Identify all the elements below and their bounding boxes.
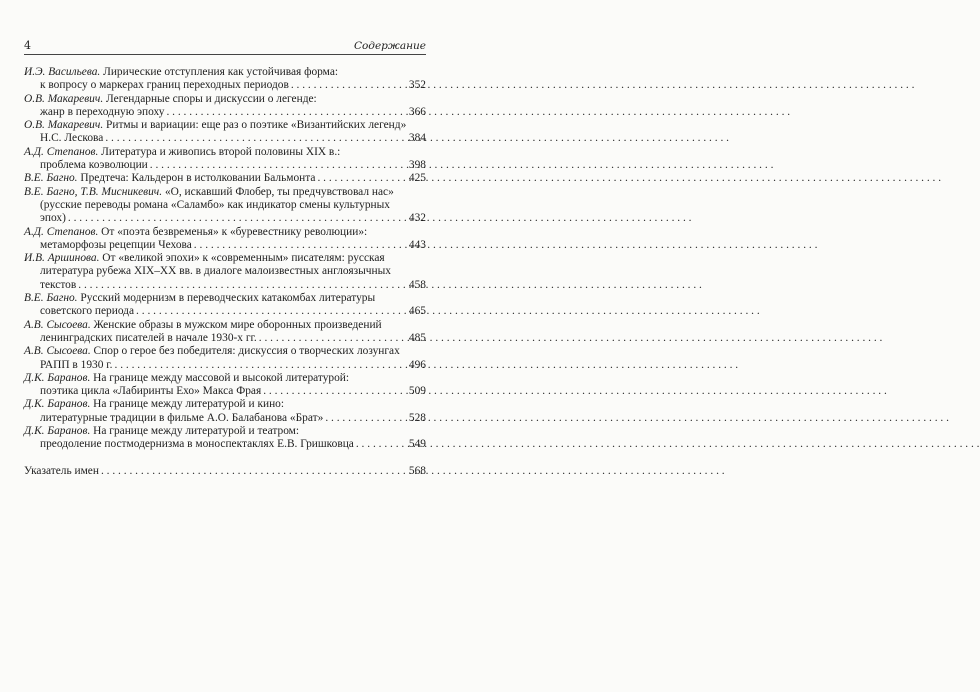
toc-entry-title: На границе между литературой и театром: [90, 425, 300, 438]
toc-entry-title-cont: эпох) [40, 212, 66, 225]
toc-entry-text [24, 319, 382, 332]
toc-entry-title: От «поэта безвременья» к «буревестнику революции»: [98, 225, 368, 238]
toc-entry-text [24, 119, 406, 132]
toc-entry[interactable] [24, 119, 426, 146]
toc-entry-index[interactable] [24, 465, 426, 478]
toc-entry-text [24, 425, 299, 438]
toc-entry-text [24, 146, 340, 159]
toc-entry[interactable] [24, 226, 426, 253]
dot-leader [194, 239, 407, 252]
dot-leader [150, 159, 407, 172]
toc-entry-line [24, 212, 426, 225]
toc-entry-line [24, 425, 426, 438]
toc-entry-text [24, 292, 375, 305]
toc-entry-line [24, 465, 426, 478]
toc-page-number: 366 [408, 105, 426, 118]
toc-page-number: 425 [408, 172, 426, 185]
toc-entry-line [24, 132, 426, 145]
spacer [24, 452, 426, 465]
toc-entry-title-cont: литература рубежа XIX–XX вв. в диалоге малоизвестных англоязычных [40, 265, 391, 278]
toc-entry-line [24, 359, 426, 372]
toc-entry-title-cont: жанр в переходную эпоху [40, 105, 165, 118]
book-page [0, 0, 450, 692]
toc-entry-line [24, 412, 426, 425]
toc-entry-title-cont: Н.С. Лескова [40, 132, 104, 145]
toc-entry-text [24, 226, 367, 239]
toc-entry-author: А.В. Сысоева. [24, 345, 91, 358]
toc-entry-text [24, 93, 317, 106]
toc-entry-line [24, 279, 426, 292]
toc-entry-line [24, 292, 426, 305]
toc-entry-line [24, 226, 426, 239]
toc-entry-author: В.Е. Багно. [24, 292, 78, 305]
toc-entry-line [24, 186, 426, 199]
toc-entry-line [24, 438, 426, 451]
toc-page-number: 398 [408, 159, 426, 172]
toc-entry-author: В.Е. Багно, Т.В. Мисникевич. [24, 185, 163, 198]
toc-entry-title-cont: метаморфозы рецепции Чехова [40, 238, 192, 251]
toc-entry-title-cont: РАПП в 1930 г. [40, 358, 113, 371]
toc-entry-line [24, 93, 426, 106]
toc-entry-text [24, 372, 349, 385]
dot-leader [105, 132, 407, 145]
toc-entry-line [24, 265, 426, 278]
toc-entry-title: Спор о герое без победителя: дискуссия о творческих лозунгах [90, 345, 400, 358]
toc-entry-line [24, 332, 426, 345]
toc-entry-line [24, 372, 426, 385]
toc-page-number: 432 [408, 212, 426, 225]
toc-entry[interactable] [24, 425, 426, 452]
toc-entry-title: «О, искавший Флобер, ты предчувствовал нас» [162, 185, 394, 198]
toc-entry-line [24, 172, 426, 185]
toc-page-number: 509 [408, 385, 426, 398]
toc-entry-line [24, 119, 426, 132]
toc-entry-line [24, 239, 426, 252]
toc-entry-text [24, 252, 385, 265]
dot-leader [68, 212, 407, 225]
toc-entry-author: Д.К. Баранов. [24, 425, 91, 438]
toc-entry-line [24, 319, 426, 332]
dot-leader [136, 305, 407, 318]
toc-entry-line [24, 106, 426, 119]
toc-entry-author: Д.К. Баранов. [24, 371, 91, 384]
toc-entry-line [24, 199, 426, 212]
toc-entry-author: А.Д. Степанов. [24, 145, 99, 158]
toc-entry-title-cont: литературные традиции в фильме А.О. Балабанова «Брат» [40, 411, 324, 424]
toc-page-number: 568 [408, 464, 426, 477]
toc-entry-text [24, 398, 284, 411]
toc-entry-author: И.В. Аршинова. [24, 252, 100, 265]
toc-entry-title-cont: к вопросу о маркерах границ переходных периодов [40, 79, 289, 92]
toc-entry[interactable] [24, 372, 426, 399]
toc-entry-author: А.В. Сысоева. [24, 318, 91, 331]
dot-leader [101, 465, 407, 478]
toc-entry-line [24, 305, 426, 318]
table-of-contents [24, 66, 426, 478]
toc-entry-title: Женские образы в мужском мире оборонных произведений [90, 318, 382, 331]
toc-entry-text [24, 345, 400, 358]
toc-entry-title: Литература и живопись второй половины XIX в.: [98, 145, 341, 158]
toc-entry-author: О.В. Макаревич. [24, 119, 104, 132]
toc-page-number: 485 [408, 331, 426, 344]
dot-leader [356, 438, 407, 451]
toc-entry[interactable] [24, 345, 426, 372]
toc-entry-title-cont: текстов [40, 278, 77, 291]
toc-entry-text [24, 172, 315, 185]
toc-entry-title: Лирические отступления как устойчивая форма: [100, 66, 339, 78]
dot-leader [78, 279, 407, 292]
running-header [24, 38, 426, 55]
toc-entry[interactable] [24, 186, 426, 226]
toc-page-number: 384 [408, 132, 426, 145]
toc-entry[interactable] [24, 252, 426, 292]
toc-entry[interactable] [24, 292, 426, 319]
toc-page-number: 458 [408, 278, 426, 291]
toc-page-number: 549 [408, 438, 426, 451]
toc-entry-author: А.Д. Степанов. [24, 225, 99, 238]
toc-entry-line [24, 79, 426, 92]
toc-page-number: 443 [408, 238, 426, 251]
toc-entry-title: Русский модернизм в переводческих катакомбах литературы [77, 292, 376, 305]
toc-entry-title: Легендарные споры и дискуссии о легенде: [103, 92, 317, 105]
toc-entry[interactable] [24, 319, 426, 346]
toc-entry[interactable] [24, 398, 426, 425]
toc-entry[interactable] [24, 172, 426, 185]
toc-entry-title: Ритмы и вариации: еще раз о поэтике «Византийских легенд» [103, 119, 407, 132]
section-title: Содержание [353, 40, 426, 52]
toc-entry[interactable] [24, 66, 426, 93]
index-label: Указатель имен [24, 464, 99, 477]
toc-entry-title-cont: ленинградских писателей в начале 1930-х гг. [40, 331, 257, 344]
toc-entry-title: От «великой эпохи» к «современным» писателям: русская [99, 252, 385, 265]
toc-entry-author: Д.К. Баранов. [24, 398, 91, 411]
toc-entry-line [24, 385, 426, 398]
toc-entry-text [24, 66, 338, 79]
toc-entry-author: О.В. Макаревич. [24, 92, 104, 105]
toc-entry-author: В.Е. Багно. [24, 172, 78, 185]
dot-leader [291, 79, 407, 92]
toc-entry-title: Предтеча: Кальдерон в истолковании Бальмонта [77, 172, 316, 185]
toc-entry-line [24, 398, 426, 411]
toc-entry-line [24, 146, 426, 159]
toc-entry-title-cont: поэтика цикла «Лабиринты Ехо» Макса Фрая [40, 385, 262, 398]
toc-entry-text [24, 186, 394, 199]
toc-entry[interactable] [24, 93, 426, 120]
toc-page-number: 528 [408, 411, 426, 424]
dot-leader [317, 172, 406, 185]
toc-entry-line [24, 252, 426, 265]
toc-entry-title: На границе между литературой и кино: [90, 398, 285, 411]
toc-page-number: 352 [408, 79, 426, 92]
toc-entry-line [24, 159, 426, 172]
dot-leader [263, 385, 407, 398]
toc-entry-title-cont: советского периода [40, 305, 135, 318]
page-number: 4 [24, 39, 31, 52]
toc-entry-title: На границе между массовой и высокой литературой: [90, 371, 350, 384]
toc-entry-title-cont: проблема коэволюции [40, 159, 148, 172]
toc-entry-title-cont: преодоление постмодернизма в моноспектаклях Е.В. Гришковца [40, 438, 354, 451]
toc-entry-title-cont: (русские переводы романа «Саламбо» как индикатор смены культурных [40, 198, 390, 211]
dot-leader [325, 412, 407, 425]
toc-entry-line [24, 345, 426, 358]
toc-page-number: 465 [408, 305, 426, 318]
toc-entry-author: И.Э. Васильева. [24, 66, 101, 78]
dot-leader [115, 359, 407, 372]
dot-leader [166, 106, 406, 119]
toc-entry[interactable] [24, 146, 426, 173]
toc-page-number: 496 [408, 358, 426, 371]
dot-leader [259, 332, 407, 345]
toc-entry-line [24, 66, 426, 79]
